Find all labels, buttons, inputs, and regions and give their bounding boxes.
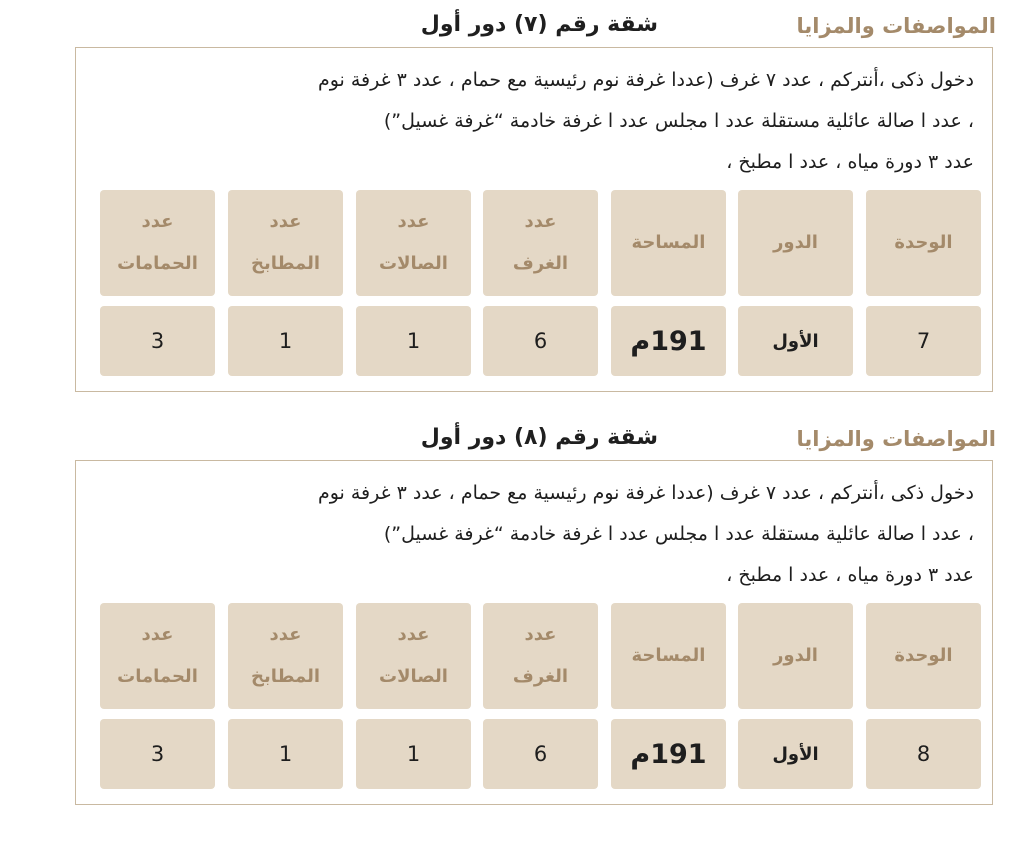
value-cell-bathrooms: 3	[100, 306, 215, 376]
header-cell-rooms: عدد الغرف	[483, 603, 598, 709]
apartment-description	[104, 60, 974, 183]
description-line: عدد ٣ دورة مياه ، عدد ا مطبخ ،	[726, 564, 974, 586]
apartment-title: شقة رقم (٧) دور أول	[420, 12, 658, 37]
header-cell-rooms: عدد الغرف	[483, 190, 598, 296]
header-cell-area: المساحة	[611, 190, 726, 296]
value-cell-floor: الأول	[738, 306, 853, 376]
header-cell-kitchens: عدد المطابخ	[228, 603, 343, 709]
specs-features-label: المواصفات والمزايا	[796, 427, 996, 451]
header-cell-halls: عدد الصالات	[356, 603, 471, 709]
value-cell-kitchens: 1	[228, 306, 343, 376]
value-cell-area: 191م	[611, 719, 726, 789]
value-cell-bathrooms: 3	[100, 719, 215, 789]
apartment-card	[75, 460, 993, 805]
header-cell-halls: عدد الصالات	[356, 190, 471, 296]
table-header-row	[100, 190, 980, 296]
value-cell-halls: 1	[356, 719, 471, 789]
value-cell-halls: 1	[356, 306, 471, 376]
value-cell-kitchens: 1	[228, 719, 343, 789]
apartment-description	[104, 473, 974, 596]
value-cell-unit: 8	[866, 719, 981, 789]
table-header-row	[100, 603, 980, 709]
table-value-row	[100, 306, 980, 376]
value-cell-rooms: 6	[483, 719, 598, 789]
value-cell-unit: 7	[866, 306, 981, 376]
header-cell-bathrooms: عدد الحمامات	[100, 603, 215, 709]
section-heading	[0, 10, 1024, 44]
header-cell-unit: الوحدة	[866, 603, 981, 709]
header-cell-bathrooms: عدد الحمامات	[100, 190, 215, 296]
description-line: دخول ذكى ،أنتركم ، عدد ٧ غرف (عددا غرفة نوم رئيسية مع حمام ، عدد ٣ غرفة نوم	[317, 482, 974, 504]
value-cell-area: 191م	[611, 306, 726, 376]
header-cell-floor: الدور	[738, 190, 853, 296]
description-line: دخول ذكى ،أنتركم ، عدد ٧ غرف (عددا غرفة نوم رئيسية مع حمام ، عدد ٣ غرفة نوم	[317, 69, 974, 91]
value-cell-floor: الأول	[738, 719, 853, 789]
apartment-title: شقة رقم (٨) دور أول	[420, 425, 658, 450]
table-value-row	[100, 719, 980, 789]
section-heading	[0, 423, 1024, 457]
description-line: ، عدد ا صالة عائلية مستقلة عدد ا مجلس عدد ا غرفة خادمة “غرفة غسيل”)	[383, 110, 974, 132]
specs-features-label: المواصفات والمزايا	[796, 14, 996, 38]
value-cell-rooms: 6	[483, 306, 598, 376]
header-cell-area: المساحة	[611, 603, 726, 709]
header-cell-floor: الدور	[738, 603, 853, 709]
header-cell-unit: الوحدة	[866, 190, 981, 296]
apartment-card	[75, 47, 993, 392]
description-line: ، عدد ا صالة عائلية مستقلة عدد ا مجلس عدد ا غرفة خادمة “غرفة غسيل”)	[383, 523, 974, 545]
description-line: عدد ٣ دورة مياه ، عدد ا مطبخ ،	[726, 151, 974, 173]
header-cell-kitchens: عدد المطابخ	[228, 190, 343, 296]
